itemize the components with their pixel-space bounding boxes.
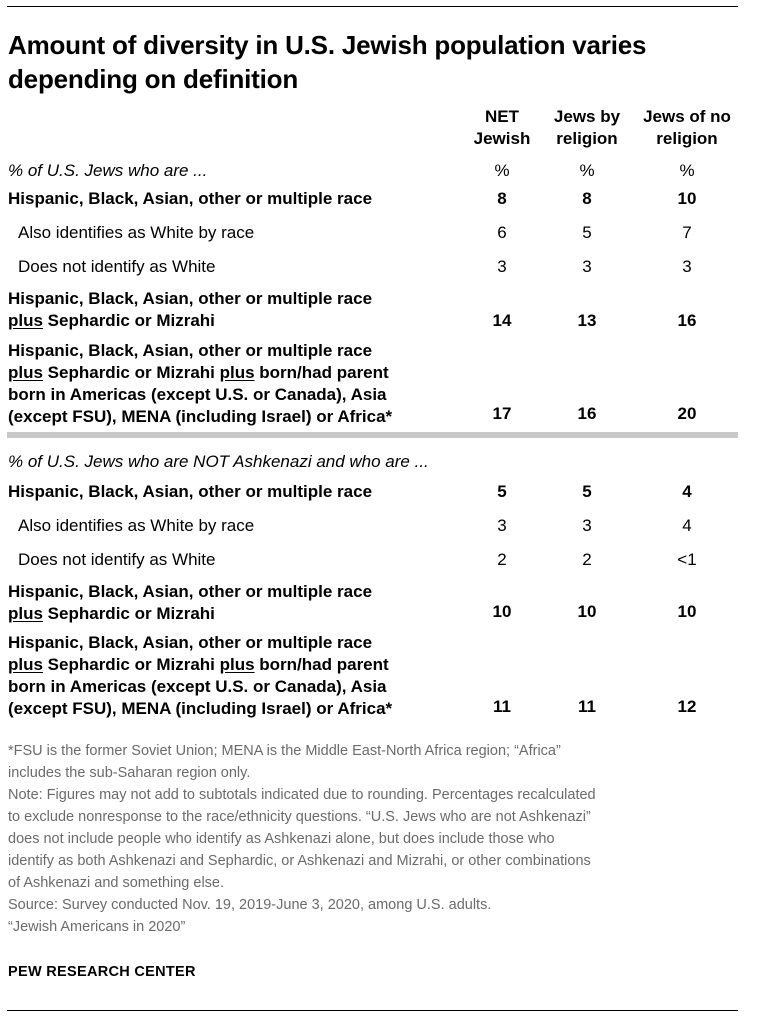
cell-value: 14 <box>492 311 512 330</box>
footnote-line: of Ashkenazi and something else. <box>8 875 225 891</box>
row-label: Does not identify as White <box>18 550 216 569</box>
cell-value: 10 <box>677 602 697 621</box>
row-label-line: Hispanic, Black, Asian, other or multiple race <box>8 289 373 308</box>
title-line-2: depending on definition <box>8 64 299 94</box>
plus-emphasis: plus <box>219 655 255 674</box>
row-label-line: Hispanic, Black, Asian, other or multiple race <box>8 582 373 601</box>
cell-value: 10 <box>677 189 697 208</box>
plus-emphasis: plus <box>8 604 43 623</box>
chart-title <box>8 28 738 96</box>
bottom-rule <box>7 1010 738 1011</box>
plus-emphasis: plus <box>8 655 43 674</box>
footnote-line: Note: Figures may not add to subtotals indicated due to rounding. Percentages recalculated <box>8 787 596 803</box>
unit-label: % <box>494 161 510 180</box>
footnote-line: *FSU is the former Soviet Union; MENA is the Middle East-North Africa region; “Africa” <box>8 743 561 759</box>
column-header-line: Jews of no <box>643 107 731 126</box>
column-header-line: religion <box>556 129 618 148</box>
column-header-jews-by-religion <box>547 106 627 150</box>
unit-label: % <box>579 161 595 180</box>
footnote-line: to exclude nonresponse to the race/ethnicity questions. “U.S. Jews who are not Ashkenazi” <box>8 809 591 825</box>
cell-value: 13 <box>577 311 597 330</box>
plus-emphasis: plus <box>8 311 43 330</box>
cell-value: 20 <box>677 404 697 423</box>
cell-value: 16 <box>577 404 597 423</box>
column-header-jews-of-no-religion <box>632 106 742 150</box>
footnote-line: does not include people who identify as Ashkenazi alone, but does include those who <box>8 831 555 847</box>
footnote-line: “Jewish Americans in 2020” <box>8 919 186 935</box>
row-label-line: (except FSU), MENA (including Israel) or Africa* <box>8 699 393 718</box>
row-label-text: born/had parent <box>254 655 389 674</box>
row-label-text: Sephardic or Mizrahi <box>42 311 215 330</box>
section-heading: % of U.S. Jews who are ... <box>8 161 208 180</box>
column-header-line: religion <box>656 129 718 148</box>
row-label-line: born in Americas (except U.S. or Canada), Asia <box>8 677 387 696</box>
cell-value: 8 <box>582 189 592 208</box>
footnote-line: Source: Survey conducted Nov. 19, 2019-June 3, 2020, among U.S. adults. <box>8 897 492 913</box>
source-logo: PEW RESEARCH CENTER <box>8 964 196 980</box>
row-label-text: Sephardic or Mizrahi <box>42 604 215 623</box>
cell-value: 3 <box>582 257 592 276</box>
cell-value: <1 <box>677 550 697 569</box>
cell-value: 12 <box>677 697 697 716</box>
cell-value: 2 <box>582 550 592 569</box>
column-header-line: NET <box>485 107 519 126</box>
column-header-line: Jews by <box>553 107 621 126</box>
cell-value: 10 <box>577 602 597 621</box>
cell-value: 5 <box>497 482 507 501</box>
plus-emphasis: plus <box>219 363 255 382</box>
cell-value: 16 <box>677 311 697 330</box>
cell-value: 2 <box>497 550 507 569</box>
row-label <box>8 288 372 332</box>
row-label-line: born in Americas (except U.S. or Canada), Asia <box>8 385 387 404</box>
cell-value: 3 <box>682 257 692 276</box>
plus-emphasis: plus <box>8 363 43 382</box>
cell-value: 11 <box>578 697 596 716</box>
cell-value: 5 <box>582 482 592 501</box>
cell-value: 6 <box>497 223 507 242</box>
row-label: Hispanic, Black, Asian, other or multiple race <box>8 482 373 501</box>
row-label: Does not identify as White <box>18 257 216 276</box>
row-label <box>8 632 392 720</box>
row-label-text: Sephardic or Mizrahi <box>42 655 220 674</box>
footnotes <box>8 740 748 938</box>
row-label-line <box>8 362 392 384</box>
top-rule <box>7 6 738 7</box>
section-divider <box>7 432 738 438</box>
unit-label: % <box>679 161 695 180</box>
row-label-line: (except FSU), MENA (including Israel) or Africa* <box>8 407 393 426</box>
row-label: Also identifies as White by race <box>18 223 255 242</box>
section-heading: % of U.S. Jews who are NOT Ashkenazi and who are ... <box>8 452 429 471</box>
row-label-text: born/had parent <box>254 363 389 382</box>
row-label-line <box>8 654 392 676</box>
cell-value: 7 <box>682 223 692 242</box>
row-label-line <box>8 603 372 625</box>
row-label: Also identifies as White by race <box>18 516 255 535</box>
cell-value: 4 <box>682 482 692 501</box>
cell-value: 17 <box>492 404 512 423</box>
row-label <box>8 340 392 428</box>
footnote-line: includes the sub-Saharan region only. <box>8 765 251 781</box>
cell-value: 3 <box>497 516 507 535</box>
cell-value: 11 <box>493 697 511 716</box>
cell-value: 10 <box>492 602 512 621</box>
cell-value: 8 <box>497 189 507 208</box>
row-label: Hispanic, Black, Asian, other or multiple race <box>8 189 373 208</box>
title-line-1: Amount of diversity in U.S. Jewish population varies <box>8 30 647 60</box>
cell-value: 5 <box>582 223 592 242</box>
cell-value: 3 <box>582 516 592 535</box>
cell-value: 3 <box>497 257 507 276</box>
column-header-net-jewish <box>462 106 542 150</box>
row-label-text: Sephardic or Mizrahi <box>42 363 220 382</box>
column-header-line: Jewish <box>473 129 531 148</box>
cell-value: 4 <box>682 516 692 535</box>
row-label-line: Hispanic, Black, Asian, other or multiple race <box>8 341 373 360</box>
row-label-line <box>8 310 372 332</box>
footnote-line: identify as both Ashkenazi and Sephardic, or Ashkenazi and Mizrahi, or other combinations <box>8 853 591 869</box>
row-label-line: Hispanic, Black, Asian, other or multiple race <box>8 633 373 652</box>
row-label <box>8 581 372 625</box>
